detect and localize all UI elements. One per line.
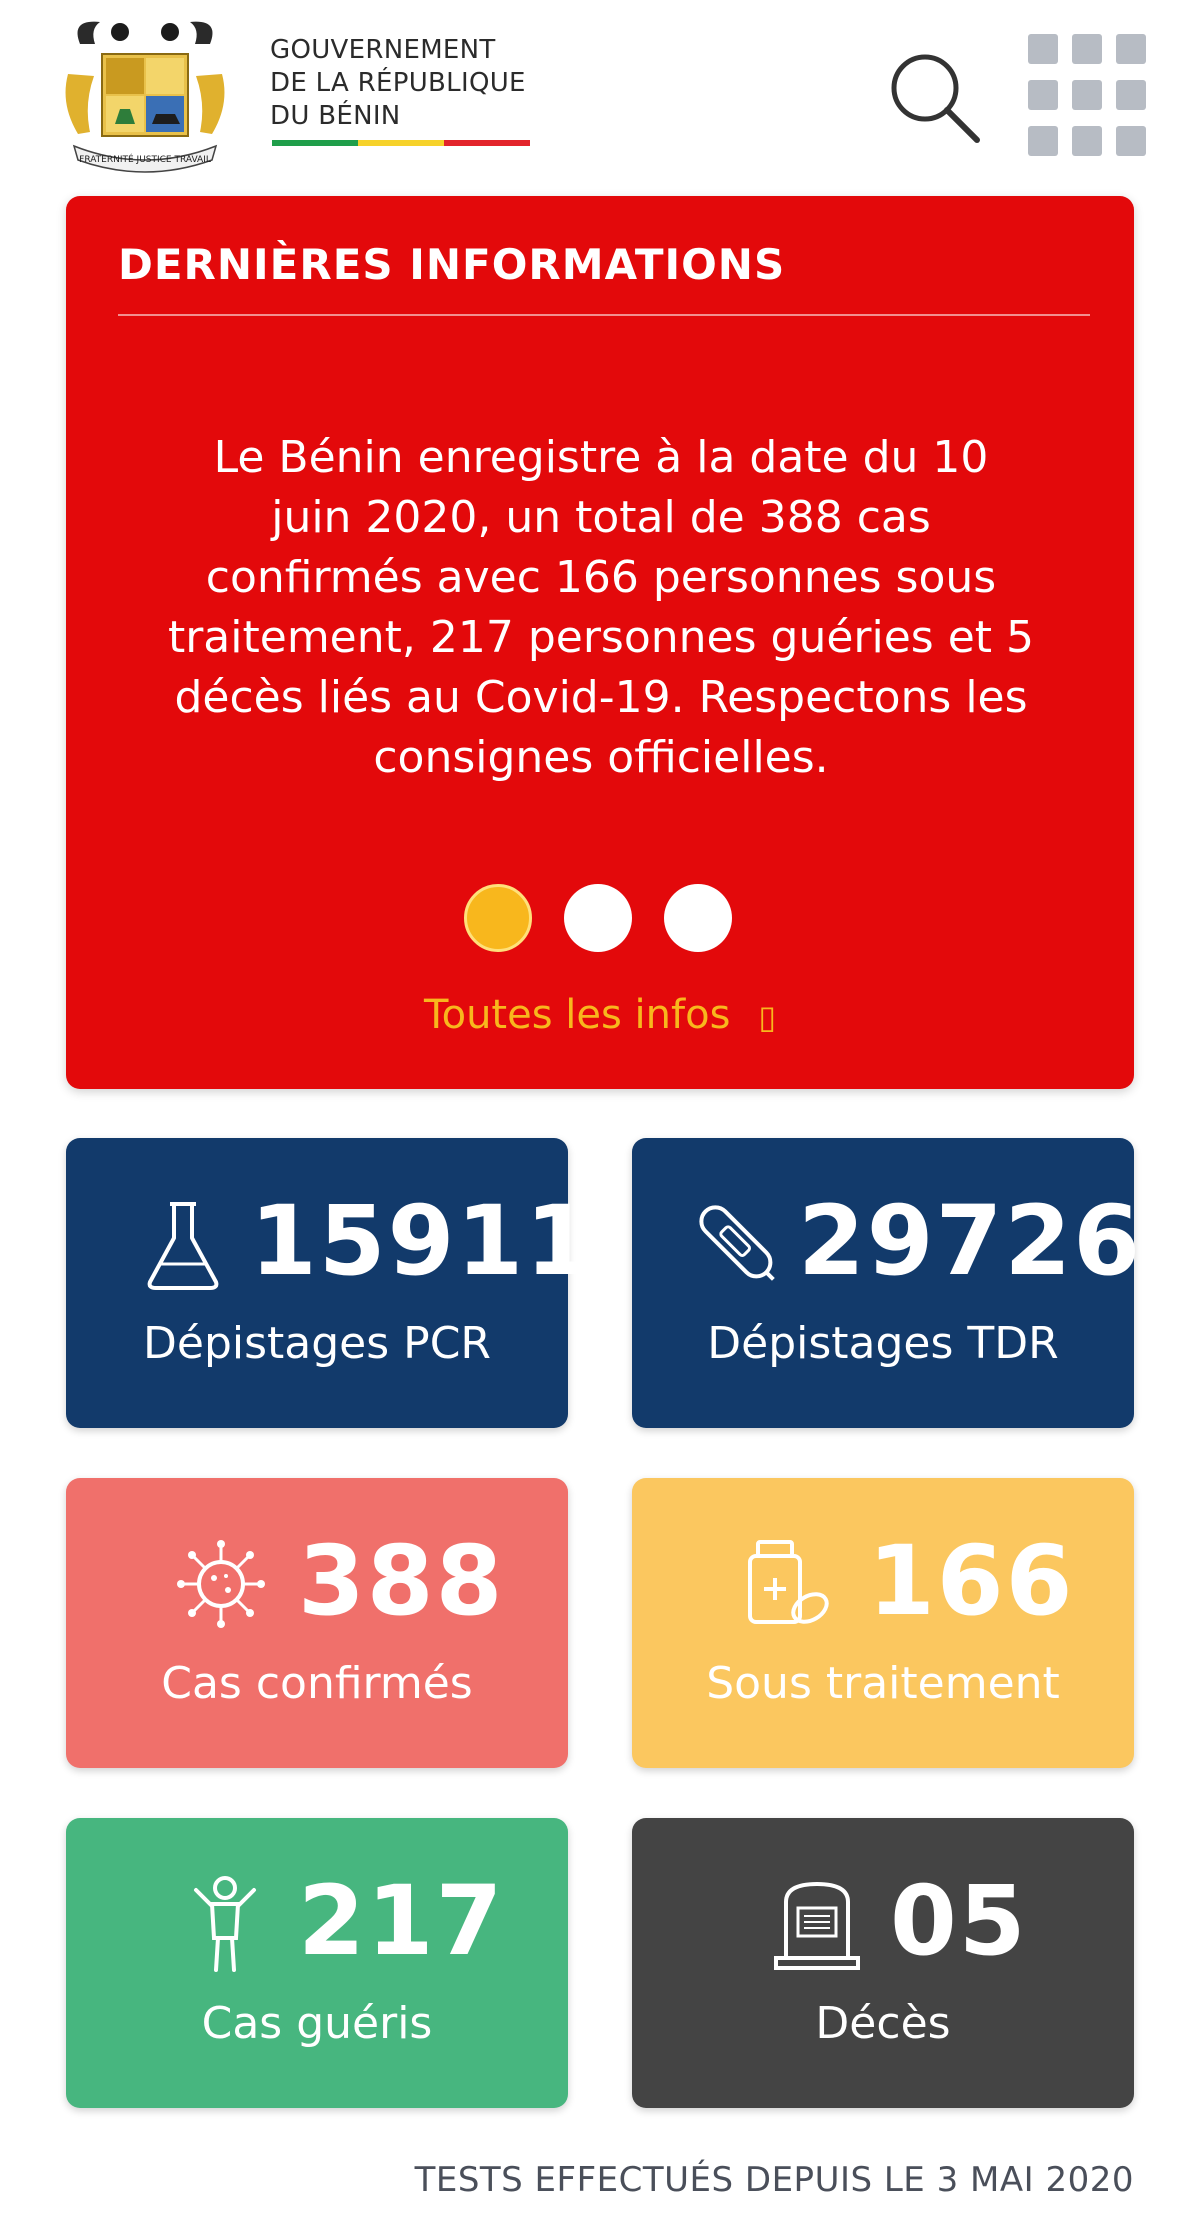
news-line: confirmés avec 166 personnes sous	[205, 552, 997, 603]
gov-line-3: DU BÉNIN	[270, 101, 401, 131]
stat-value: 217	[298, 1865, 505, 1977]
tests-since-note: TESTS EFFECTUÉS DEPUIS LE 3 MAI 2020	[414, 2160, 1134, 2200]
grid-dot	[1028, 80, 1058, 110]
carousel-dot-3[interactable]	[664, 884, 732, 952]
stat-value: 388	[298, 1525, 505, 1637]
flag-green	[272, 140, 358, 146]
carousel-indicators	[66, 884, 1134, 954]
all-infos-link[interactable]	[66, 992, 1134, 1038]
arrow-right-icon: ▯	[758, 998, 777, 1036]
gov-line-1: GOUVERNEMENT	[270, 35, 496, 65]
search-icon	[885, 48, 985, 148]
grid-dot	[1028, 126, 1058, 156]
news-body	[106, 428, 1096, 788]
latest-news-card	[66, 196, 1134, 1089]
stat-card-confirmed	[66, 1478, 568, 1768]
stat-label: Cas guéris	[201, 1998, 433, 2049]
news-line: juin 2020, un total de 388 cas	[271, 492, 931, 543]
thermometer-icon	[688, 1194, 788, 1294]
news-line: Le Bénin enregistre à la date du 10	[213, 432, 989, 483]
stat-value: 15911	[250, 1185, 594, 1297]
stat-label: Cas confirmés	[161, 1658, 473, 1709]
government-title	[270, 34, 526, 133]
tombstone-icon	[772, 1874, 862, 1974]
motto-text: FRATERNITÉ JUSTICE TRAVAIL	[79, 155, 211, 165]
search-button[interactable]	[885, 48, 985, 148]
news-line: traitement, 217 personnes guéries et 5	[167, 612, 1035, 663]
stat-label: Décès	[815, 1998, 951, 2049]
flag-color-bar	[272, 140, 530, 146]
grid-dot	[1116, 126, 1146, 156]
flag-red	[444, 140, 530, 146]
flask-icon	[138, 1194, 228, 1294]
grid-dot	[1072, 80, 1102, 110]
benin-coat-of-arms-logo	[60, 14, 230, 174]
stat-value: 05	[890, 1865, 1028, 1977]
all-infos-label: Toutes les infos	[423, 992, 731, 1038]
grid-dot	[1028, 34, 1058, 64]
grid-menu-button[interactable]	[1028, 34, 1148, 156]
stat-card-recovered	[66, 1818, 568, 2108]
grid-dot	[1072, 34, 1102, 64]
carousel-dot-2[interactable]	[564, 884, 632, 952]
news-line: décès liés au Covid-19. Respectons les	[174, 672, 1028, 723]
news-title: DERNIÈRES INFORMATIONS	[118, 240, 786, 289]
stat-card-tdr	[632, 1138, 1142, 1428]
flag-yellow	[358, 140, 444, 146]
stat-label: Sous traitement	[706, 1658, 1060, 1709]
grid-dot	[1072, 126, 1102, 156]
app-header	[0, 0, 1200, 180]
medicine-icon	[742, 1534, 832, 1634]
gov-line-2: DE LA RÉPUBLIQUE	[270, 68, 526, 98]
grid-dot	[1116, 34, 1146, 64]
stat-label: Dépistages TDR	[707, 1318, 1059, 1369]
stat-value: 166	[868, 1525, 1075, 1637]
virus-icon	[176, 1534, 266, 1634]
stat-value: 29726	[798, 1185, 1142, 1297]
grid-dot	[1116, 80, 1146, 110]
stat-label: Dépistages PCR	[143, 1318, 491, 1369]
carousel-dot-1[interactable]	[464, 884, 532, 952]
stat-card-deaths	[632, 1818, 1134, 2108]
news-divider	[118, 314, 1090, 316]
news-line: consignes officielles.	[373, 732, 829, 783]
stat-card-pcr	[66, 1138, 594, 1428]
stat-card-treatment	[632, 1478, 1134, 1768]
person-icon	[190, 1874, 260, 1974]
